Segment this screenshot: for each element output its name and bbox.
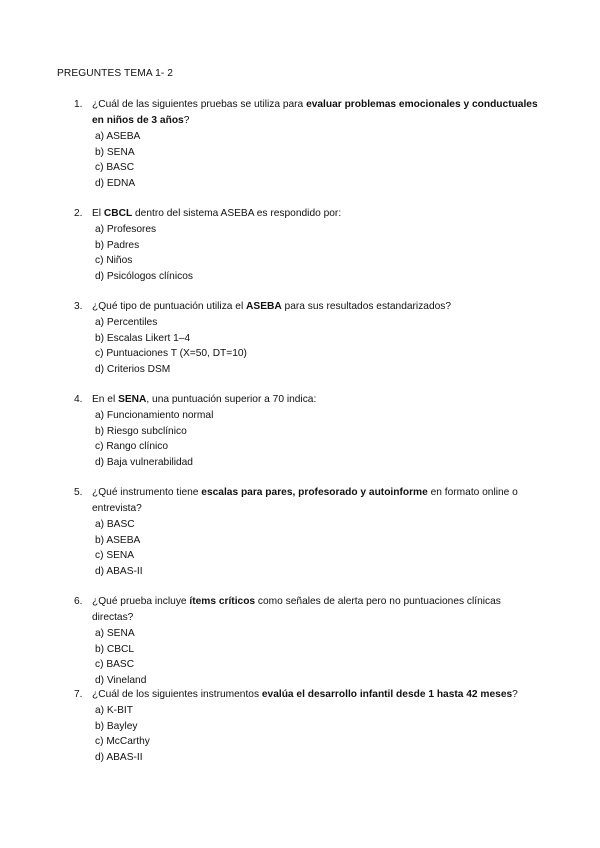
answer-option: b) Padres bbox=[95, 239, 140, 251]
document-title: PREGUNTES TEMA 1- 2 bbox=[57, 68, 174, 79]
question-block bbox=[74, 97, 544, 191]
answer-option: a) ASEBA bbox=[95, 131, 141, 142]
question-text-emphasis: evalúa el desarrollo infantil desde 1 hasta 42 meses bbox=[261, 689, 513, 700]
answer-option: c) BASC bbox=[95, 659, 135, 671]
answer-options bbox=[95, 703, 544, 765]
answer-options bbox=[95, 408, 544, 470]
question-text-part: ¿Qué instrumento tiene bbox=[92, 487, 202, 498]
answer-option: a) Profesores bbox=[95, 224, 157, 235]
question-text bbox=[92, 299, 544, 315]
answer-options bbox=[95, 222, 544, 284]
question-text-emphasis: SENA bbox=[118, 394, 147, 405]
question-text bbox=[92, 97, 544, 129]
answer-options bbox=[95, 517, 544, 579]
question-number: 6. bbox=[74, 596, 83, 607]
question-text-part: dentro del sistema ASEBA es respondido por: bbox=[132, 208, 342, 219]
answer-option: a) BASC bbox=[95, 519, 135, 530]
question-block bbox=[74, 594, 544, 688]
question-number: 7. bbox=[74, 689, 83, 700]
question-text bbox=[92, 485, 544, 517]
question-text-part: en formato online o entrevista? bbox=[92, 487, 518, 514]
question-block bbox=[74, 485, 544, 579]
answer-option: b) ASEBA bbox=[95, 534, 141, 546]
question-text bbox=[92, 594, 544, 626]
answer-option: a) Funcionamiento normal bbox=[95, 410, 214, 421]
question-text bbox=[92, 687, 544, 703]
question-text-emphasis: escalas para pares, profesorado y autoinforme bbox=[201, 487, 428, 498]
question-text-part: , una puntuación superior a 70 indica: bbox=[146, 394, 317, 405]
question-number: 4. bbox=[74, 394, 83, 405]
question-text-emphasis: ASEBA bbox=[246, 301, 282, 312]
answer-option: d) Psicólogos clínicos bbox=[95, 270, 193, 282]
answer-option: d) ABAS-II bbox=[95, 751, 143, 763]
answer-option: a) SENA bbox=[95, 628, 135, 639]
question-text-part: En el bbox=[92, 394, 119, 405]
question-text-emphasis: CBCL bbox=[103, 208, 133, 219]
question-number: 1. bbox=[74, 99, 83, 110]
answer-option: c) Rango clínico bbox=[95, 441, 169, 453]
question-text-emphasis: evaluar problemas emocionales y conductuales en niños de 3 años bbox=[92, 99, 538, 126]
answer-option: a) Percentiles bbox=[95, 317, 158, 328]
question-text-part: ? bbox=[183, 115, 190, 126]
question-number: 5. bbox=[74, 487, 83, 498]
answer-option: b) Riesgo subclínico bbox=[95, 425, 187, 437]
question-text-emphasis: ítems críticos bbox=[189, 596, 256, 607]
question-text-part: El bbox=[92, 208, 104, 219]
question-text-part: ? bbox=[512, 689, 518, 700]
question-text-part: ¿Cuál de los siguientes instrumentos bbox=[92, 689, 262, 700]
question-text-part: ¿Cuál de las siguientes pruebas se utiliza para bbox=[92, 99, 307, 110]
question-block bbox=[74, 299, 544, 377]
question-text-part: ¿Qué tipo de puntuación utiliza el bbox=[92, 301, 247, 312]
question-block bbox=[74, 206, 544, 284]
answer-options bbox=[95, 129, 544, 191]
answer-option: a) K-BIT bbox=[95, 705, 133, 716]
answer-option: d) Baja vulnerabilidad bbox=[95, 456, 193, 468]
question-text-part: como señales de alerta pero no puntuaciones clínicas directas? bbox=[92, 596, 501, 623]
question-text-part: ¿Qué prueba incluye bbox=[92, 596, 190, 607]
question-number: 2. bbox=[74, 208, 83, 219]
question-number: 3. bbox=[74, 301, 83, 312]
question-text bbox=[92, 392, 544, 408]
question-block bbox=[74, 687, 544, 765]
question-block bbox=[74, 392, 544, 470]
answer-option: b) Escalas Likert 1–4 bbox=[95, 332, 191, 344]
answer-option: b) Bayley bbox=[95, 720, 138, 732]
answer-option: b) SENA bbox=[95, 146, 135, 158]
question-text bbox=[92, 206, 544, 222]
answer-option: c) Puntuaciones T (X=50, DT=10) bbox=[95, 348, 247, 360]
answer-option: c) BASC bbox=[95, 162, 135, 174]
answer-options bbox=[95, 315, 544, 377]
answer-option: d) Criterios DSM bbox=[95, 363, 171, 375]
answer-option: d) Vineland bbox=[95, 674, 147, 686]
question-text-part: para sus resultados estandarizados? bbox=[281, 301, 452, 312]
answer-option: c) McCarthy bbox=[95, 736, 150, 748]
answer-option: d) EDNA bbox=[95, 177, 136, 189]
answer-options bbox=[95, 626, 544, 688]
answer-option: b) CBCL bbox=[95, 643, 135, 655]
answer-option: d) ABAS-II bbox=[95, 565, 143, 577]
answer-option: c) Niños bbox=[95, 255, 133, 267]
answer-option: c) SENA bbox=[95, 550, 135, 562]
